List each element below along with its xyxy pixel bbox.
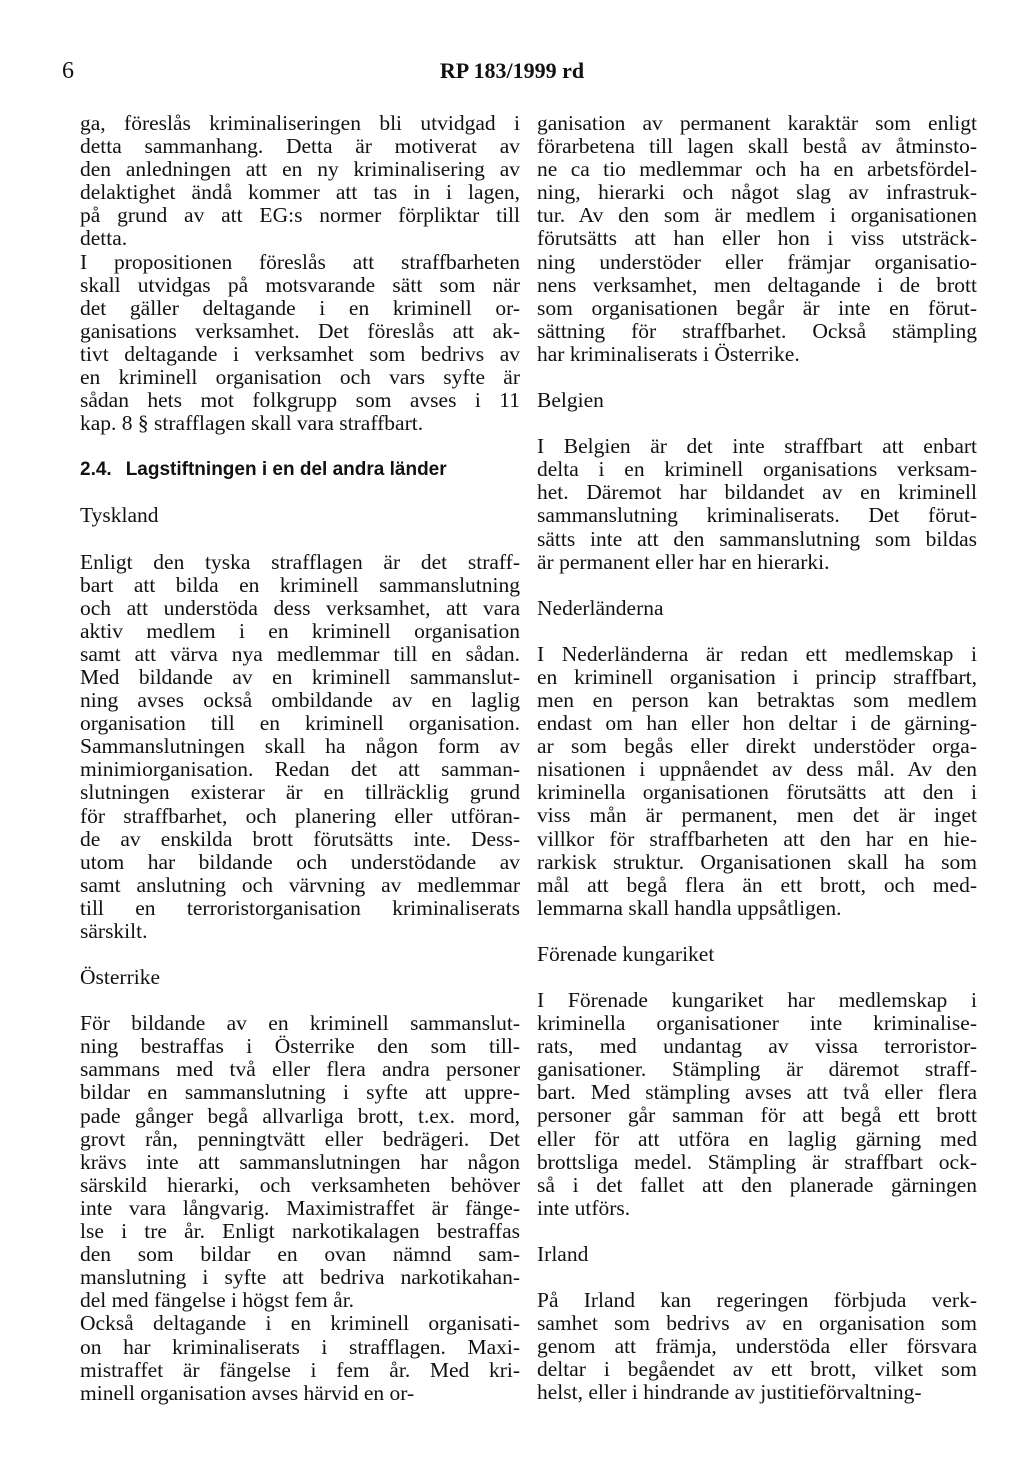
- text-line: I Förenade kungariket har medlemskap i: [537, 988, 977, 1012]
- text-line: detta.: [80, 226, 128, 251]
- paragraph: [80, 251, 520, 436]
- paragraph: [537, 435, 977, 574]
- text-line: tur. Av den som är medlem i organisationen: [537, 203, 977, 228]
- text-line: Med bildande av en kriminell sammanslut-: [80, 664, 520, 689]
- text-line: mål att begå flera än ett brott, och med-: [537, 872, 977, 897]
- text-line: viss mån är permanent, men det är inget: [537, 803, 977, 828]
- text-line: ning, hierarki och något slag av infrastruk-: [537, 180, 977, 205]
- paragraph: [80, 1312, 520, 1404]
- text-line: personer går samman för att begå ett brott: [537, 1103, 977, 1128]
- section-number: 2.4.: [80, 459, 112, 481]
- text-line: så i det fallet att den planerade gärningen: [537, 1172, 977, 1197]
- paragraph: [80, 1012, 520, 1312]
- text-line: rarkisk struktur. Organisationen skall ha som: [537, 849, 977, 874]
- text-line: förarbetena till lagen skall bestå av åtminsto-: [537, 134, 977, 159]
- text-line: ganisation av permanent karaktär som enligt: [537, 111, 977, 135]
- text-line: kriminella organisationer inte kriminalise-: [537, 1011, 977, 1036]
- text-line: till en terroristorganisation kriminaliserats: [80, 895, 520, 920]
- subheading-belgium: Belgien: [537, 388, 604, 413]
- text-line: eller för att utföra en laglig gärning med: [537, 1126, 977, 1151]
- text-line: organisation till en kriminell organisation.: [80, 711, 520, 736]
- text-line: samhet som bedrivs av en organisation som: [537, 1311, 977, 1336]
- text-line: ganisationer. Stämpling är däremot straff-: [537, 1057, 977, 1082]
- text-line: ning bestraffas i Österrike den som till-: [80, 1034, 520, 1059]
- text-line: samt anslutning och värvning av medlemmar: [80, 872, 520, 897]
- text-line: För bildande av en kriminell sammanslut-: [80, 1011, 520, 1036]
- text-line: sammanslutning kriminaliserats. Det förut-: [537, 503, 977, 528]
- text-line: På Irland kan regeringen förbjuda verk-: [537, 1288, 977, 1313]
- text-line: sättning för straffbarhet. Också stämpling: [537, 318, 977, 343]
- subheading-austria: Österrike: [80, 965, 160, 990]
- subheading-germany: Tyskland: [80, 503, 159, 528]
- text-line: del med fängelse i högst fem år.: [80, 1288, 355, 1313]
- text-line: för straffbarhet, och planering eller utföran-: [80, 803, 520, 828]
- text-line: pade gånger begå allvarliga brott, t.ex. mord,: [80, 1103, 520, 1128]
- text-line: skall utvidgas på motsvarande sätt som när: [80, 272, 520, 297]
- paragraph: [537, 989, 977, 1220]
- subheading-uk: Förenade kungariket: [537, 941, 715, 966]
- text-line: ganisations verksamhet. Det föreslås att ak-: [80, 318, 520, 343]
- page-number: 6: [62, 58, 74, 84]
- text-line: och att understöda dess verksamhet, att vara: [80, 595, 520, 620]
- text-line: inte vara långvarig. Maximistraffet är fänge-: [80, 1195, 520, 1220]
- text-line: nens verksamhet, men deltagande i de brott: [537, 272, 977, 297]
- text-line: nisationen i uppnåendet av dess mål. Av den: [537, 757, 977, 782]
- text-line: krävs inte att sammanslutningen har någon: [80, 1149, 520, 1174]
- text-line: delta i en kriminell organisations verksam-: [537, 457, 977, 482]
- paragraph: [537, 112, 977, 366]
- paragraph: [80, 551, 520, 944]
- text-line: ga, föreslås kriminaliseringen bli utvidgad i: [80, 111, 520, 135]
- text-line: deltar i begåendet av ett brott, vilket som: [537, 1357, 977, 1382]
- paragraph: [80, 112, 520, 251]
- right-column: [537, 112, 977, 1405]
- text-line: ne ca tio medlemmar och ha en arbetsfördel-: [537, 157, 977, 182]
- text-line: bart. Med stämpling avses att två eller flera: [537, 1080, 977, 1105]
- text-line: minimiorganisation. Redan det att samman-: [80, 757, 520, 782]
- text-line: tivt deltagande i verksamhet som bedrivs av: [80, 341, 520, 366]
- text-line: slutningen existerar är en tillräcklig grund: [80, 780, 520, 805]
- subheading-netherlands: Nederländerna: [537, 595, 664, 620]
- text-line: grovt rån, penningtvätt eller bedrägeri. Det: [80, 1126, 520, 1151]
- text-line: en kriminell organisation i princip straffbart,: [537, 664, 977, 689]
- text-line: en kriminell organisation och vars syfte är: [80, 365, 520, 390]
- text-line: Sammanslutningen skall ha någon form av: [80, 734, 520, 759]
- text-line: det gäller deltagande i en kriminell or-: [80, 295, 520, 320]
- text-line: ning avses också ombildande av en laglig: [80, 688, 520, 713]
- text-line: villkor för straffbarheten att den har en hie-: [537, 826, 977, 851]
- text-line: het. Däremot har bildandet av en kriminell: [537, 480, 977, 505]
- text-line: detta sammanhang. Detta är motiverat av: [80, 134, 520, 159]
- text-line: som organisationen begår är inte en förut-: [537, 295, 977, 320]
- subheading-ireland: Irland: [537, 1241, 589, 1266]
- text-line: manslutning i syfte att bedriva narkotikahan-: [80, 1265, 520, 1290]
- text-line: delaktighet ändå kommer att tas in i lagen,: [80, 180, 520, 205]
- paragraph: [537, 643, 977, 920]
- text-line: I Belgien är det inte straffbart att enbart: [537, 434, 977, 459]
- text-line: sammans med två eller flera andra personer: [80, 1057, 520, 1082]
- text-line: den anledningen att en ny kriminalisering av: [80, 157, 520, 182]
- left-column: [80, 112, 520, 1405]
- text-line: ning understöder eller främjar organisatio-: [537, 249, 977, 274]
- text-line: Också deltagande i en kriminell organisati-: [80, 1311, 520, 1336]
- paragraph: [537, 1289, 977, 1404]
- text-line: Enligt den tyska strafflagen är det straff-: [80, 549, 520, 574]
- text-line: är permanent eller har en hierarki.: [537, 549, 830, 574]
- text-line: helst, eller i hindrande av justitieförvaltning-: [537, 1380, 922, 1405]
- text-line: minell organisation avses härvid en or-: [80, 1380, 415, 1405]
- section-heading: [80, 458, 520, 481]
- text-line: men en person kan betraktas som medlem: [537, 687, 977, 712]
- text-line: genom att främja, understöda eller försvara: [537, 1334, 977, 1359]
- text-line: de av enskilda brott förutsätts inte. Dess-: [80, 826, 520, 851]
- text-line: mistraffet är fängelse i fem år. Med kri-: [80, 1357, 520, 1382]
- text-line: på grund av att EG:s normer förpliktar till: [80, 203, 520, 228]
- text-line: den som bildar en ovan nämnd sam-: [80, 1242, 520, 1267]
- page-header: [0, 58, 1024, 92]
- text-line: utom har bildande och understödande av: [80, 849, 520, 874]
- text-line: samt att värva nya medlemmar till en sådan.: [80, 641, 520, 666]
- text-line: särskild hierarki, och verksamheten behöver: [80, 1172, 520, 1197]
- text-line: rats, med undantag av vissa terroristor-: [537, 1034, 977, 1059]
- text-line: kriminella organisationen förutsätts att den i: [537, 780, 977, 805]
- text-line: sätts inte att den sammanslutning som bildas: [537, 526, 977, 551]
- text-line: lemmarna skall handla uppsåtligen.: [537, 895, 842, 920]
- text-line: har kriminaliserats i Österrike.: [537, 341, 800, 366]
- text-line: sådan hets mot folkgrupp som avses i 11: [80, 388, 520, 413]
- text-line: inte utförs.: [537, 1195, 631, 1220]
- text-line: aktiv medlem i en kriminell organisation: [80, 618, 520, 643]
- text-line: ar som begås eller direkt understöder orga-: [537, 734, 977, 759]
- text-line: särskilt.: [80, 919, 148, 943]
- text-line: brottsliga medel. Stämpling är straffbart ock-: [537, 1149, 977, 1174]
- text-line: förutsätts att han eller hon i viss utsträck-: [537, 226, 977, 251]
- section-title: Lagstiftningen i en del andra länder: [125, 459, 447, 481]
- text-line: lse i tre år. Enligt narkotikalagen bestraffas: [80, 1219, 520, 1244]
- text-line: kap. 8 § strafflagen skall vara straffbart.: [80, 411, 424, 436]
- text-line: endast om han eller hon deltar i de gärning-: [537, 711, 977, 736]
- text-line: on har kriminaliserats i strafflagen. Maxi-: [80, 1334, 520, 1359]
- text-line: bart att bilda en kriminell sammanslutning: [80, 572, 520, 597]
- running-head: RP 183/1999 rd: [439, 58, 585, 83]
- text-line: bildar en sammanslutning i syfte att uppre-: [80, 1080, 520, 1105]
- text-line: I propositionen föreslås att straffbarheten: [80, 249, 520, 274]
- text-line: I Nederländerna är redan ett medlemskap i: [537, 641, 977, 666]
